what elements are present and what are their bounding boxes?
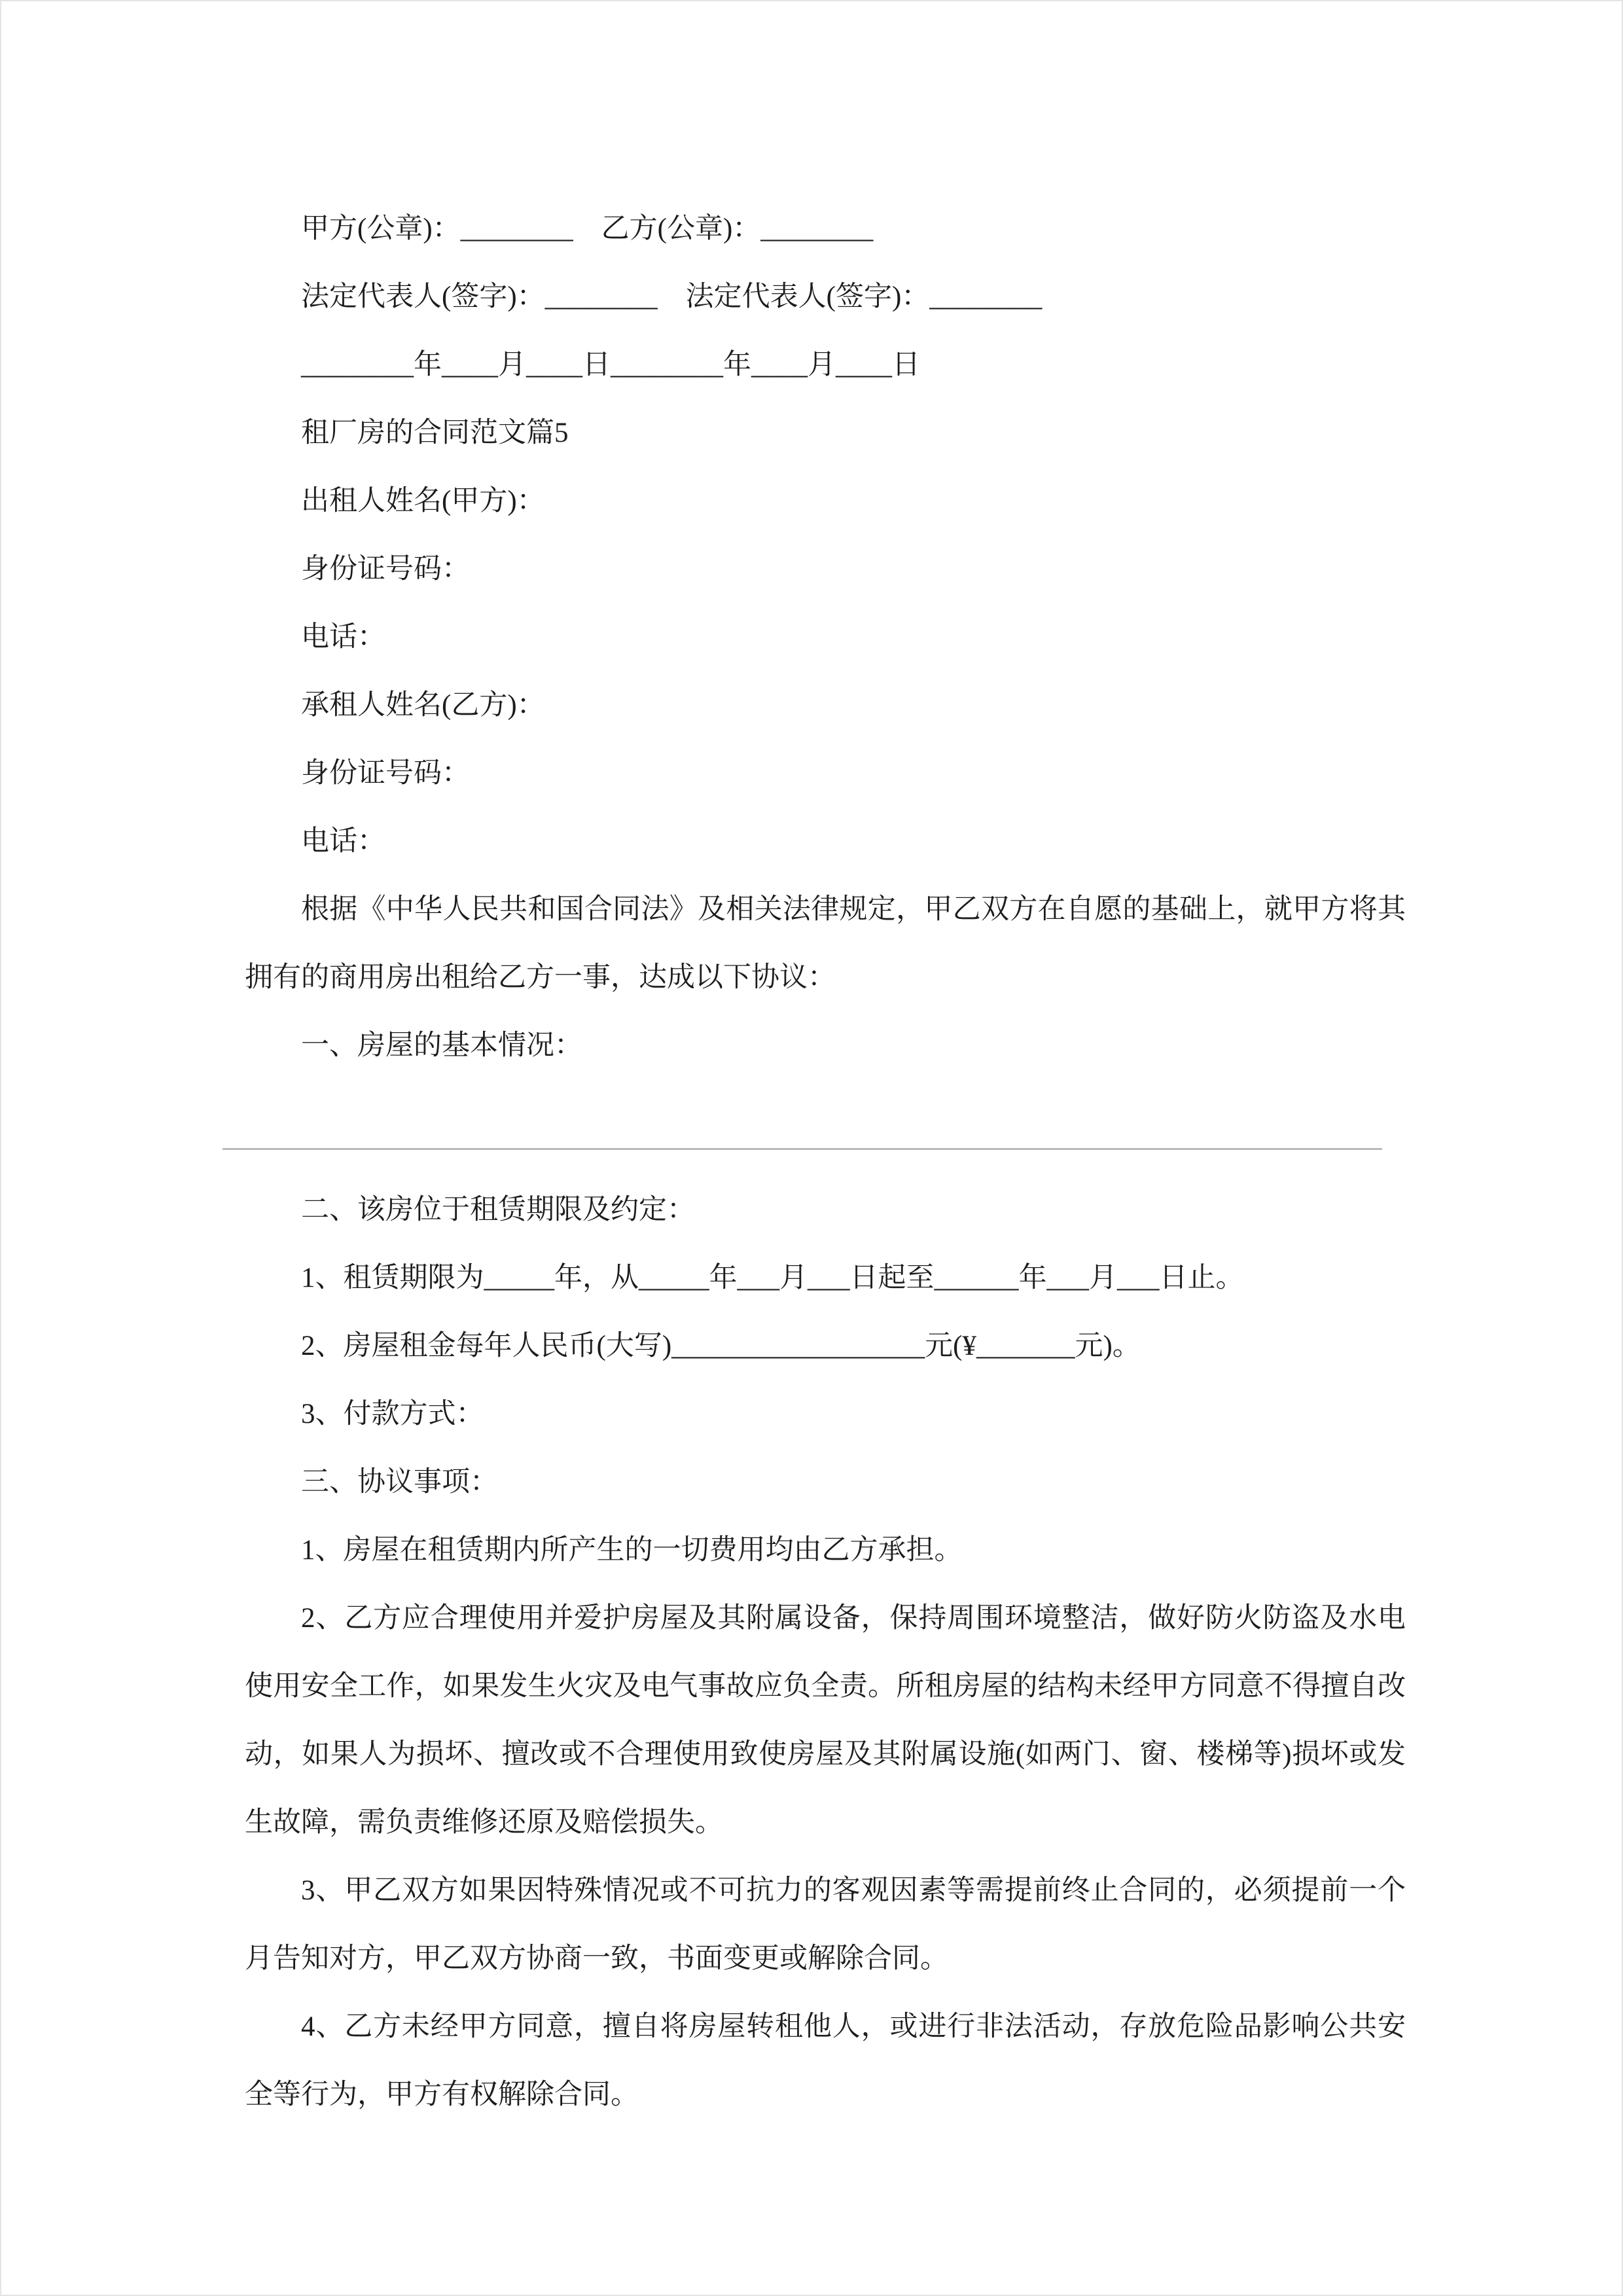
lessee-phone-line: 电话：	[301, 826, 385, 857]
clause-one-heading: 一、房屋的基本情况：	[301, 1030, 582, 1061]
lessor-phone-line: 电话：	[301, 622, 385, 653]
agreement-item-4: 4、乙方未经甲方同意，擅自将房屋转租他人，或进行非法活动，存放危险品影响公共安全等行为，甲方有权解除合同。	[245, 2011, 1406, 2110]
agreement-item-2: 2、乙方应合理使用并爱护房屋及其附属设备，保持周围环境整洁，做好防火防盗及水电使用安全工作，如果发生火灾及电气事故应负全责。所租房屋的结构未经甲方同意不得擅自改动，如果人为损坏、擅改或不合理使用致使房屋及其附属设施(如两门、窗、楼梯等)损坏或发生故障，需负责维修还原及赔偿损失。	[245, 1603, 1406, 1838]
lessor-name-line: 出租人姓名(甲方)：	[301, 486, 545, 516]
section-title: 租厂房的合同范文篇5	[301, 418, 569, 448]
seal-signature-line: 甲方(公章)：________ 乙方(公章)：________	[301, 213, 874, 244]
clause-two-heading: 二、该房位于租赁期限及约定：	[301, 1194, 695, 1225]
rent-amount-line: 2、房屋租金每年人民币(大写)__________________元(¥_______元)。	[301, 1331, 1141, 1361]
agreement-item-3: 3、甲乙双方如果因特殊情况或不可抗力的客观因素等需提前终止合同的，必须提前一个月告知对方，甲乙双方协商一致，书面变更或解除合同。	[245, 1875, 1406, 1974]
agreement-item-1: 1、房屋在租赁期内所产生的一切费用均由乙方承担。	[301, 1535, 963, 1566]
lessor-id-line: 身份证号码：	[301, 554, 470, 584]
lease-term-line: 1、租赁期限为_____年，从_____年___月___日起至______年___月___日止。	[301, 1263, 1244, 1293]
payment-method-line: 3、付款方式：	[301, 1399, 484, 1429]
preamble-paragraph: 根据《中华人民共和国合同法》及相关法律规定，甲乙双方在自愿的基础上，就甲方将其拥有的商用房出租给乙方一事，达成以下协议：	[245, 894, 1406, 993]
lessee-name-line: 承租人姓名(乙方)：	[301, 690, 545, 721]
date-line: ________年____月____日________年____月____日	[301, 350, 920, 380]
table-divider-line	[223, 1148, 1382, 1150]
lessee-id-line: 身份证号码：	[301, 758, 470, 789]
clause-three-heading: 三、协议事项：	[301, 1467, 498, 1498]
legal-representative-line: 法定代表人(签字)：________ 法定代表人(签字)：________	[301, 281, 1043, 312]
